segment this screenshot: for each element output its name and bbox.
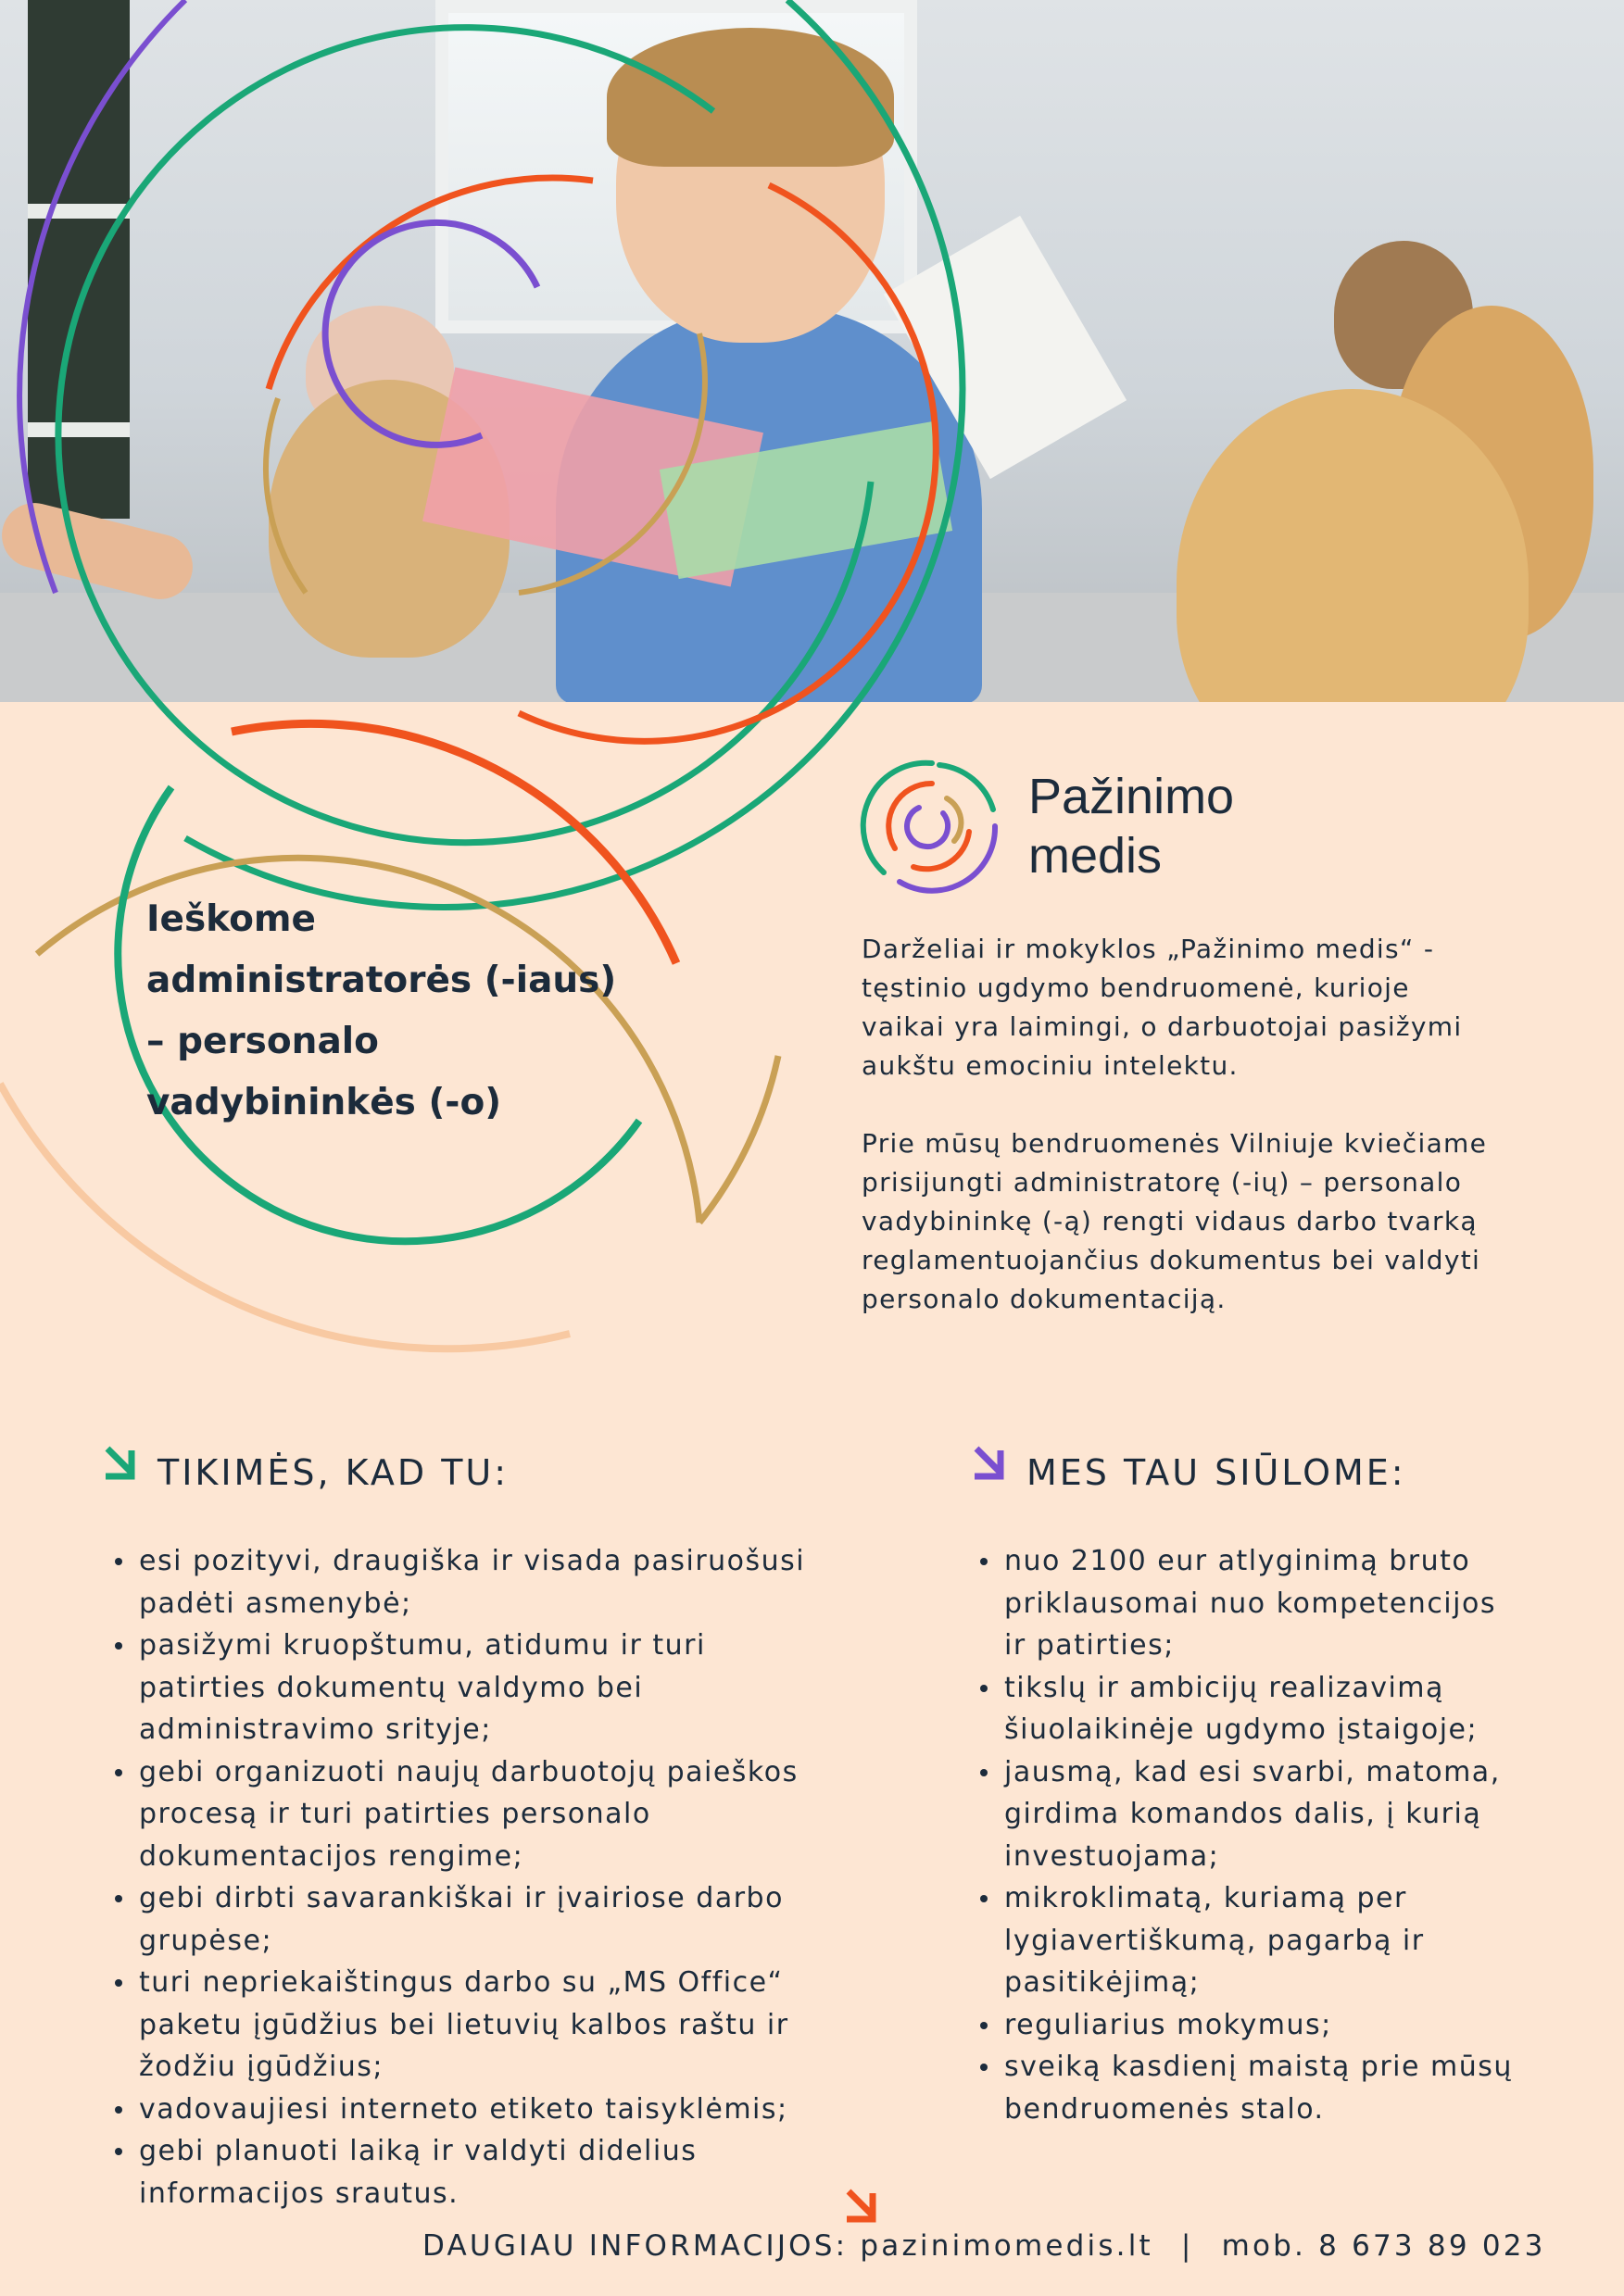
list-item: sveiką kasdienį maistą prie mūsų bendruomenės stalo. <box>978 2046 1608 2130</box>
job-title-headline <box>146 889 665 1134</box>
headline-line4: vadybininkės (-o) <box>146 1082 502 1123</box>
list-item: turi nepriekaištingus darbo su „MS Office“ paketu įgūdžius bei lietuvių kalbos raštu ir žodžiu įgūdžius; <box>113 1962 910 2089</box>
intro-text <box>862 930 1575 1358</box>
photo-child-hair <box>607 28 894 167</box>
expectations-list <box>113 1540 910 2214</box>
arrow-down-right-icon <box>841 2186 882 2227</box>
offer-list <box>978 1540 1608 2130</box>
list-item: esi pozityvi, draugiška ir visada pasiruošusi padėti asmenybė; <box>113 1540 910 1625</box>
headline-line1: Ieškome <box>146 898 316 940</box>
brand-name <box>1028 767 1234 885</box>
list-item: gebi dirbti savarankiškai ir įvairiose darbo grupėse; <box>113 1877 910 1962</box>
logo-rings-icon <box>858 752 1006 900</box>
headline-line2: administratorės (-iaus) <box>146 960 617 1001</box>
expectations-title: TIKIMĖS, KAD TU: <box>157 1452 510 1493</box>
expectations-section <box>100 1443 915 2210</box>
brand-logo <box>858 752 1284 900</box>
brand-name-line1: Pažinimo <box>1028 769 1235 824</box>
intro-paragraph-2: Prie mūsų bendruomenės Vilniuje kviečiame prisijungti administratorę (-ių) – personalo vadybininkę (-ą) rengti vidaus darbo tvarką reglamentuojančius dokumentus bei valdyti personalo dokumentaciją. <box>862 1128 1488 1314</box>
phone-number[interactable]: mob. 8 673 89 023 <box>1221 2229 1546 2263</box>
contact-footer <box>422 2223 1590 2269</box>
brand-name-line2: medis <box>1028 828 1163 884</box>
list-item: jausmą, kad esi svarbi, matoma, girdima komandos dalis, į kurią investuojama; <box>978 1751 1608 1878</box>
headline-line3: – personalo <box>146 1021 379 1062</box>
list-item: gebi organizuoti naujų darbuotojų paieškos procesą ir turi patirties personalo dokumentacijos rengime; <box>113 1751 910 1878</box>
footer-separator: | <box>1180 2229 1194 2263</box>
list-item: vadovaujiesi interneto etiketo taisyklėmis; <box>113 2089 910 2131</box>
offer-section <box>969 1443 1599 2126</box>
hero-photo <box>0 0 1624 702</box>
website-link[interactable]: pazinimomedis.lt <box>860 2229 1153 2263</box>
footer-label: DAUGIAU INFORMACIJOS: <box>422 2229 849 2263</box>
list-item: gebi planuoti laiką ir valdyti didelius informacijos srautus. <box>113 2130 910 2214</box>
arrow-down-right-icon <box>969 1443 1010 1484</box>
offer-heading <box>969 1443 1599 1502</box>
intro-paragraph-1: Darželiai ir mokyklos „Pažinimo medis“ - tęstinio ugdymo bendruomenė, kurioje vaikai yra laimingi, o darbuotojai pasižymi aukštu emociniu intelektu. <box>862 934 1463 1081</box>
list-item: mikroklimatą, kuriamą per lygiavertiškumą, pagarbą ir pasitikėjimą; <box>978 1877 1608 2004</box>
offer-title: MES TAU SIŪLOME: <box>1026 1452 1406 1493</box>
arrow-down-right-icon <box>100 1443 141 1484</box>
list-item: nuo 2100 eur atlyginimą bruto priklausomai nuo kompetencijos ir patirties; <box>978 1540 1608 1667</box>
list-item: tikslų ir ambicijų realizavimą šiuolaikinėje ugdymo įstaigoje; <box>978 1667 1608 1751</box>
expectations-heading <box>100 1443 915 1502</box>
photo-shelf <box>28 0 130 519</box>
list-item: reguliarius mokymus; <box>978 2004 1608 2047</box>
list-item: pasižymi kruopštumu, atidumu ir turi patirties dokumentų valdymo bei administravimo srityje; <box>113 1625 910 1751</box>
